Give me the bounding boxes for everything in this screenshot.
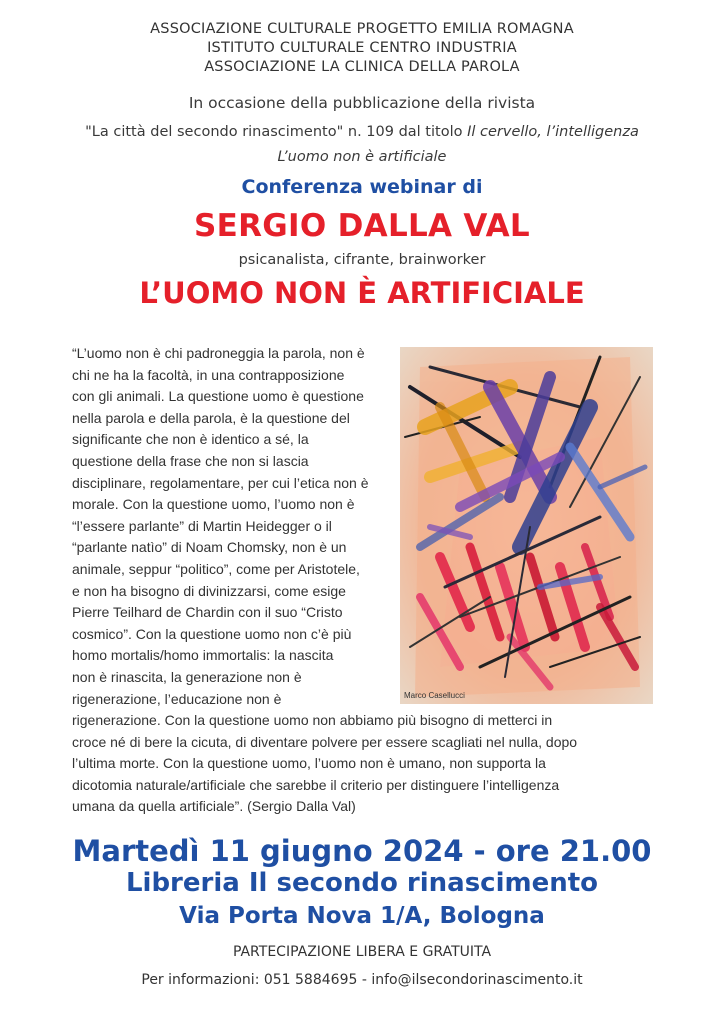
event-address: Via Porta Nova 1/A, Bologna [179, 903, 545, 929]
quote-line: “parlante natìo” di Noam Chomsky, non è un [72, 539, 347, 556]
conference-label: Conferenza webinar di [241, 176, 483, 198]
quote-line: “L’uomo non è chi padroneggia la parola, non è [72, 345, 365, 361]
quote-line: e non ha bisogno di divinizzarsi, come esige [72, 582, 346, 599]
quote-line: rigenerazione, l’educazione non è [72, 690, 282, 707]
occasion-line-2 [0, 124, 724, 140]
quote-line: Pierre Teilhard de Chardin con il suo “Cristo [72, 604, 343, 621]
artwork-credit: Marco Casellucci [404, 691, 465, 700]
quote-line: animale, seppur “politico”, come per Aristotele, [72, 560, 360, 577]
quote-line: con gli animali. La questione uomo è questione [72, 388, 364, 405]
event-venue: Libreria Il secondo rinascimento [125, 868, 599, 898]
quote-line: disciplinare, regolamentare, per cui l’etica non è [72, 474, 369, 491]
quote-line: dicotomia naturale/artificiale che sarebbe il criterio per distinguere l’intelligenza [72, 776, 560, 793]
quote-line: chi ne ha la facoltà, in una contrapposizione [72, 366, 345, 383]
quote-line: l’ultima morte. Con la questione uomo, l’uomo non è umano, non supporta la [72, 755, 546, 772]
artwork-image [400, 347, 653, 704]
speaker-name: SERGIO DALLA VAL [194, 208, 530, 244]
quote-line: “l’essere parlante” di Martin Heidegger o il [72, 517, 332, 534]
abstract-painting [400, 347, 653, 704]
quote-line: cosmico”. Con la questione uomo non c’è più [72, 625, 352, 642]
quote-column [72, 343, 382, 710]
contact-info: Per informazioni: 051 5884695 - info@ilsecondorinascimento.it [141, 972, 583, 988]
magazine-issue-title: Il cervello, l’intelligenza [467, 124, 639, 140]
quote-line: morale. Con la questione uomo, l’uomo non è [72, 496, 355, 513]
quote-line: croce né di bere la cicuta, di diventare polvere per essere scagliati nel nulla, dopo [72, 733, 578, 750]
quote-line: nella parola e della parola, è la questione del [72, 409, 350, 426]
quote-line: umana da quella artificiale”. (Sergio Dalla Val) [72, 798, 356, 815]
magazine-title: "La città del secondo rinascimento" n. 109 dal titolo [85, 124, 468, 140]
organizers-block [0, 20, 724, 77]
quote-line: rigenerazione. Con la questione uomo non abbiamo più bisogno di metterci in [72, 712, 553, 728]
quote-line: significante che non è identico a sé, la [72, 431, 309, 448]
organizer-line: ISTITUTO CULTURALE CENTRO INDUSTRIA [207, 40, 517, 56]
organizer-line: ASSOCIAZIONE LA CLINICA DELLA PAROLA [204, 59, 520, 75]
quote-line: questione della frase che non si lascia [72, 452, 309, 469]
quote-line: homo mortalis/homo immortalis: la nascita [72, 647, 334, 664]
quote-continuation [72, 710, 672, 818]
organizer-line: ASSOCIAZIONE CULTURALE PROGETTO EMILIA ROMAGNA [150, 21, 574, 37]
speaker-roles: psicanalista, cifrante, brainworker [238, 252, 486, 268]
topic-title: L’UOMO NON È ARTIFICIALE [139, 276, 585, 310]
occasion-line-3: L’uomo non è artificiale [277, 149, 447, 165]
event-date-time: Martedì 11 giugno 2024 - ore 21.00 [72, 834, 652, 868]
quote-line: non è rinascita, la generazione non è [72, 668, 302, 685]
occasion-line-1: In occasione della pubblicazione della rivista [188, 94, 536, 112]
participation-note: PARTECIPAZIONE LIBERA E GRATUITA [232, 944, 492, 960]
